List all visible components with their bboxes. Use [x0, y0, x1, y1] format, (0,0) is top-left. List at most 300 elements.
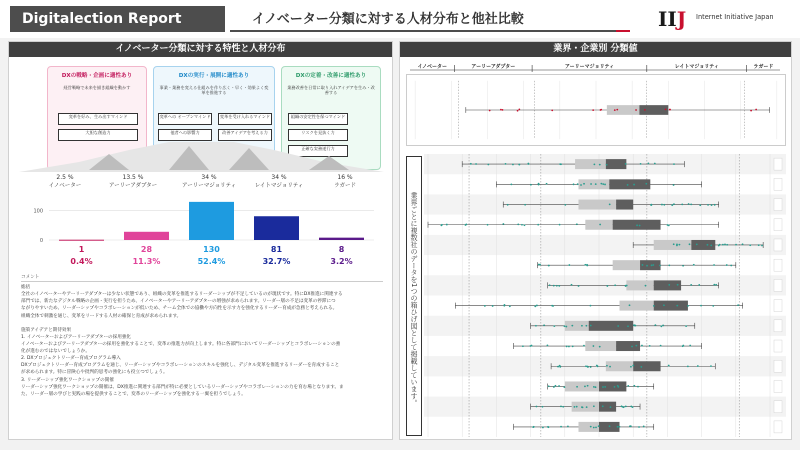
box-point — [682, 345, 684, 347]
bar — [189, 202, 234, 240]
box-point — [617, 385, 619, 387]
industry-boxplot-chart — [424, 154, 786, 437]
box-point — [552, 305, 554, 307]
distribution-curve — [19, 140, 384, 172]
box-point — [633, 385, 635, 387]
box-lower — [585, 341, 616, 351]
industry-box — [548, 381, 654, 391]
box-point — [536, 305, 538, 307]
box-point — [625, 405, 627, 407]
segment-desc: 業務改善を日常に取り入れアイデアを生み・改善する — [287, 85, 375, 96]
box-point — [678, 244, 680, 246]
box-point — [630, 425, 632, 427]
box-point — [654, 324, 656, 326]
box-point — [535, 325, 537, 327]
comment-line: 全社のイノベーターやアーリーアダプターは少ない状態であり、組織の変革を推進するリーダーシップが不足しているのが現状です。特にDX推進に関連する — [21, 292, 343, 298]
box-point — [623, 406, 625, 408]
box-point — [518, 108, 520, 110]
box-point — [548, 385, 550, 387]
industry-row-tag — [774, 199, 782, 211]
box-point — [517, 110, 519, 112]
box-point — [635, 345, 637, 347]
box-point — [616, 109, 618, 111]
phase-label: アーリーアダプター — [471, 64, 516, 70]
box-point — [617, 426, 619, 428]
box-point — [576, 223, 578, 225]
bar-value: 28 — [140, 245, 153, 254]
box-point — [724, 244, 726, 246]
box-point — [610, 406, 612, 408]
box-point — [651, 264, 653, 266]
box-point — [698, 284, 700, 286]
box-point — [673, 184, 675, 186]
distribution-label: アーリーマジョリティ — [181, 183, 237, 189]
segment-tag: 大胆な創造力 — [58, 129, 138, 141]
distribution-early-majority — [179, 174, 239, 189]
box-point — [609, 425, 611, 427]
box-point — [465, 224, 467, 226]
distribution-label: ラガード — [333, 183, 356, 189]
box-point — [571, 325, 573, 327]
box-point — [625, 285, 627, 287]
box-point — [630, 366, 632, 368]
box-point — [530, 184, 532, 186]
box-point — [565, 326, 567, 328]
box-point — [614, 386, 616, 388]
box-point — [637, 386, 639, 388]
box-point — [697, 365, 699, 367]
box-point — [537, 224, 539, 226]
box-point — [595, 386, 597, 388]
box-point — [592, 109, 594, 111]
box-point — [536, 406, 538, 408]
industry-panel — [399, 41, 792, 440]
box-point — [609, 203, 611, 205]
box-point — [547, 345, 549, 347]
box-point — [600, 183, 602, 185]
industry-row-tag — [774, 421, 782, 433]
industry-row-tag — [774, 320, 782, 332]
box-point — [630, 405, 632, 407]
box-upper — [639, 105, 668, 115]
box-point — [700, 305, 702, 307]
box-point — [606, 285, 608, 287]
distribution-pct: 34 % — [201, 174, 217, 181]
box-point — [560, 426, 562, 428]
bar-ytick: 0 — [39, 238, 43, 244]
box-point — [580, 184, 582, 186]
comment-line: 1. イノベーターおよびアーリーアダプターの採用強化 — [21, 334, 132, 340]
box-point — [749, 244, 751, 246]
box-point — [627, 184, 629, 186]
box-point — [573, 183, 575, 185]
comment-line: ながりやすいため、リーダーシップやコラボレーションが低いため、チーム全体での協働や方向性を示す力を強化するリーダー育成が急務と考えられる。 — [21, 306, 338, 312]
bar-value: 81 — [270, 245, 283, 254]
box-point — [518, 164, 520, 166]
innovator-panel-title: イノベーター分類に対する特性と人材分布 — [9, 42, 392, 57]
industry-row-tag — [774, 300, 782, 312]
industry-box — [428, 220, 719, 230]
industry-box — [496, 179, 701, 189]
box-point — [726, 244, 728, 246]
box-point — [593, 427, 595, 429]
comment-line: イノベーターおよびアーリーアダプターの採用を強化することで、変革の推進力が向上します。特に各部門においてリーダーシップとコラボレーションの強 — [21, 341, 341, 347]
box-point — [712, 305, 714, 307]
box-point — [590, 183, 592, 185]
box-point — [563, 386, 565, 388]
phase-label: ラガード — [753, 64, 774, 70]
box-point — [660, 325, 662, 327]
phase-label: アーリーマジョリティ — [564, 64, 615, 70]
comment-line: 総括 — [21, 285, 31, 291]
segment-tag: 組織の安定性を保つマインド — [288, 113, 348, 125]
segment-desc: 事業・業務を変える仕組みを作り広く・早く・効果よく変革を推進する — [159, 85, 269, 96]
industry-row-tag — [774, 340, 782, 352]
box-lower — [620, 301, 654, 311]
box-point — [576, 406, 578, 408]
box-point — [577, 183, 579, 185]
distribution-pct: 13.5 % — [122, 174, 144, 181]
phase-label: イノベーター — [417, 64, 447, 70]
bar — [59, 240, 104, 241]
box-point — [707, 244, 709, 246]
box-point — [599, 164, 601, 166]
box-point — [573, 406, 575, 408]
industry-box — [514, 341, 702, 351]
box-point — [718, 245, 720, 247]
segment-title: DXの定着・改善に適性あり — [295, 73, 367, 79]
box-point — [689, 243, 691, 245]
box-point — [685, 325, 687, 327]
box-point — [689, 345, 691, 347]
box-point — [659, 265, 661, 267]
box-point — [665, 109, 667, 111]
box-point — [710, 245, 712, 247]
box-point — [504, 304, 506, 306]
box-point — [668, 365, 670, 367]
box-point — [543, 324, 545, 326]
box-point — [681, 203, 683, 205]
phase-label: レイトマジョリティ — [674, 64, 719, 70]
box-point — [707, 204, 709, 206]
box-point — [590, 325, 592, 327]
bar-percent: 32.7% — [262, 257, 291, 266]
box-point — [600, 109, 602, 111]
box-point — [755, 109, 757, 111]
distribution-early-adopter — [103, 174, 163, 189]
box-point — [559, 163, 561, 165]
box-point — [556, 285, 558, 287]
box-upper — [609, 179, 650, 189]
box-upper — [599, 402, 616, 412]
box-point — [487, 164, 489, 166]
industry-note: 業界ごとに複数社のデータを1つの箱ひげ図として掲載しています。 — [406, 156, 422, 436]
box-point — [604, 386, 606, 388]
box-point — [619, 426, 621, 428]
comment-line: 部門では、新たなデジタル戦略の企画・実行を担うため、イノベーターやアーリーアダプターの増強が求められます。リーダー層の不足は変革の停滞につ — [21, 299, 336, 305]
box-point — [440, 224, 442, 226]
box-point — [653, 305, 655, 307]
box-point — [517, 223, 519, 225]
box-lower — [565, 321, 589, 331]
box-point — [538, 184, 540, 186]
box-point — [663, 304, 665, 306]
bar-value: 8 — [338, 245, 345, 254]
distribution-label: レイトマジョリティ — [254, 183, 304, 189]
box-point — [641, 345, 643, 347]
box-point — [593, 405, 595, 407]
box-point — [750, 110, 752, 112]
box-point — [614, 109, 616, 111]
box-point — [576, 386, 578, 388]
box-point — [566, 346, 568, 348]
segment-title: DXの実行・展開に適性あり — [178, 73, 250, 79]
box-point — [688, 203, 690, 205]
industry-box — [514, 422, 654, 432]
box-point — [567, 426, 569, 428]
box-point — [742, 243, 744, 245]
distribution-pct: 16 % — [337, 174, 353, 181]
distribution-pct: 2.5 % — [56, 174, 74, 181]
box-point — [586, 406, 588, 408]
box-point — [502, 109, 504, 111]
segment-tag: 変革を好み、生み出すマインド — [58, 113, 138, 125]
box-point — [524, 204, 526, 206]
industry-row-tag — [774, 360, 782, 372]
box-point — [696, 243, 698, 245]
comment-line: 施策アイデアと期待効果 — [21, 327, 72, 333]
box-point — [663, 204, 665, 206]
industry-panel-title: 業界・企業別 分類値 — [400, 42, 791, 57]
box-point — [636, 224, 638, 226]
box-point — [645, 183, 647, 185]
segment-desc: 経営戦略で未来を描き組織を動かす — [63, 85, 131, 90]
box-point — [572, 345, 574, 347]
box-upper — [633, 361, 660, 371]
bar-ytick: 100 — [33, 208, 43, 215]
industry-row-tag — [774, 279, 782, 291]
box-point — [528, 163, 530, 165]
box-point — [524, 224, 526, 226]
box-point — [446, 224, 448, 226]
industry-row-tag — [774, 401, 782, 413]
box-point — [710, 365, 712, 367]
industry-box — [537, 260, 735, 270]
report-title-box — [230, 6, 630, 32]
box-point — [548, 426, 550, 428]
box-point — [595, 426, 597, 428]
box-point — [529, 345, 531, 347]
report-header — [0, 0, 800, 38]
box-point — [640, 163, 642, 165]
box-point — [512, 164, 514, 166]
box-lower — [613, 260, 640, 270]
logo-text: Internet Initiative Japan — [696, 13, 774, 21]
bar — [319, 238, 364, 240]
box-point — [654, 163, 656, 165]
box-lower — [585, 220, 612, 230]
box-point — [652, 264, 654, 266]
box-point — [667, 224, 669, 226]
report-title: イノベーター分類に対する人材分布と他社比較 — [252, 12, 524, 27]
bar-percent: 3.2% — [330, 257, 353, 266]
box-point — [614, 284, 616, 286]
distribution-label: イノベーター — [48, 183, 82, 189]
box-point — [649, 345, 651, 347]
industry-row-tag — [774, 259, 782, 271]
distribution-laggard — [315, 174, 375, 189]
segment-tag: 正確な実務遂行力 — [288, 145, 348, 157]
box-point — [559, 224, 561, 226]
box-point — [668, 284, 670, 286]
box-point — [562, 406, 564, 408]
box-point — [521, 224, 523, 226]
industry-row-tag — [774, 219, 782, 231]
box-point — [639, 225, 641, 227]
box-point — [668, 265, 670, 267]
box-point — [661, 204, 663, 206]
box-point — [593, 386, 595, 388]
comment-line: 3. リーダーシップ強化ワークショップの開催 — [21, 377, 114, 383]
box-point — [602, 183, 604, 185]
comment-line: DXプロジェクトリーダー育成プログラムを通じ、リーダーシップやコラボレーションのスキルを強化し、デジタル変革を推進するリーダーを育成すること — [21, 363, 340, 369]
box-upper — [616, 200, 633, 210]
box-point — [492, 305, 494, 307]
bar-value: 1 — [78, 245, 85, 254]
box-point — [507, 204, 509, 206]
segment-tag: 変革を受け入れるマインド — [218, 113, 272, 125]
box-point — [677, 284, 679, 286]
box-point — [522, 345, 524, 347]
bar-percent: 11.3% — [132, 257, 161, 266]
box-point — [669, 109, 671, 111]
box-point — [470, 163, 472, 165]
box-point — [558, 385, 560, 387]
box-point — [584, 264, 586, 266]
box-point — [651, 204, 653, 206]
box-point — [586, 264, 588, 266]
comment-body — [21, 284, 383, 398]
bar-value: 130 — [203, 245, 220, 254]
box-point — [597, 365, 599, 367]
box-point — [542, 427, 544, 429]
box-point — [606, 164, 608, 166]
box-point — [715, 284, 717, 286]
box-point — [687, 305, 689, 307]
comment-line: 組織全体で刺激を通じ、変革をリードする人材の確保と育成が求められます。 — [21, 313, 182, 319]
box-upper — [654, 301, 688, 311]
box-point — [676, 305, 678, 307]
box-point — [621, 405, 623, 407]
box-upper — [606, 159, 627, 169]
box-point — [555, 385, 557, 387]
box-point — [737, 304, 739, 306]
bar-percent: 0.4% — [70, 257, 93, 266]
box-point — [660, 345, 662, 347]
distribution-pct: 34 % — [271, 174, 287, 181]
box-point — [627, 325, 629, 327]
segment-tag: 変革への オープンマインド — [158, 113, 212, 125]
box-point — [598, 425, 600, 427]
box-point — [602, 405, 604, 407]
box-point — [549, 284, 551, 286]
box-point — [587, 385, 589, 387]
box-point — [548, 265, 550, 267]
box-point — [582, 406, 584, 408]
box-point — [617, 325, 619, 327]
box-point — [609, 366, 611, 368]
box-point — [714, 204, 716, 206]
box-point — [509, 305, 511, 307]
comment-line — [21, 320, 383, 327]
box-point — [571, 284, 573, 286]
comment-line: 2. DXプロジェクトリーダー育成プログラム導入 — [21, 356, 121, 362]
box-point — [590, 366, 592, 368]
comment-line: が求められます。特に冒険心や批判的思考の強化にも役立つでしょう。 — [21, 370, 168, 376]
box-point — [595, 183, 597, 185]
box-point — [633, 184, 635, 186]
box-point — [713, 264, 715, 266]
distribution-label: アーリーアダプター — [108, 183, 158, 189]
box-point — [534, 305, 536, 307]
industry-row-tag — [774, 178, 782, 190]
box-point — [635, 109, 637, 111]
box-point — [487, 224, 489, 226]
box-point — [590, 305, 592, 307]
overall-boxplot — [406, 74, 786, 146]
box-point — [634, 325, 636, 327]
box-point — [671, 204, 673, 206]
box-point — [726, 264, 728, 266]
box-point — [673, 163, 675, 165]
box-point — [662, 325, 664, 327]
box-point — [505, 163, 507, 165]
box-point — [713, 284, 715, 286]
box-point — [761, 245, 763, 247]
box-point — [604, 184, 606, 186]
box-point — [758, 244, 760, 246]
box-point — [500, 109, 502, 111]
box-point — [564, 204, 566, 206]
box-point — [593, 163, 595, 165]
box-point — [553, 386, 555, 388]
box-point — [642, 264, 644, 266]
box-point — [599, 346, 601, 348]
segment-area — [19, 60, 384, 188]
distribution-innovator — [35, 174, 95, 189]
box-point — [687, 365, 689, 367]
box-lower — [626, 280, 653, 290]
box-point — [647, 163, 649, 165]
box-point — [643, 426, 645, 428]
distribution-row — [19, 174, 384, 194]
box-point — [581, 325, 583, 327]
box-point — [559, 365, 561, 367]
bar-percent: 52.4% — [197, 257, 226, 266]
box-point — [606, 365, 608, 367]
box-point — [539, 264, 541, 266]
box-point — [625, 163, 627, 165]
comment-line: リーダーシップ強化ワークショップの開催は、DX推進に関連する部門が特に必要としているリーダーシップやコラボレーションの力を育む場となります。ま — [21, 384, 344, 390]
phase-axis — [406, 62, 784, 72]
bar — [254, 216, 299, 240]
industry-row-tag — [774, 158, 782, 170]
box-point — [564, 325, 566, 327]
box-point — [510, 183, 512, 185]
box-point — [631, 346, 633, 348]
box-point — [484, 305, 486, 307]
box-point — [568, 346, 570, 348]
